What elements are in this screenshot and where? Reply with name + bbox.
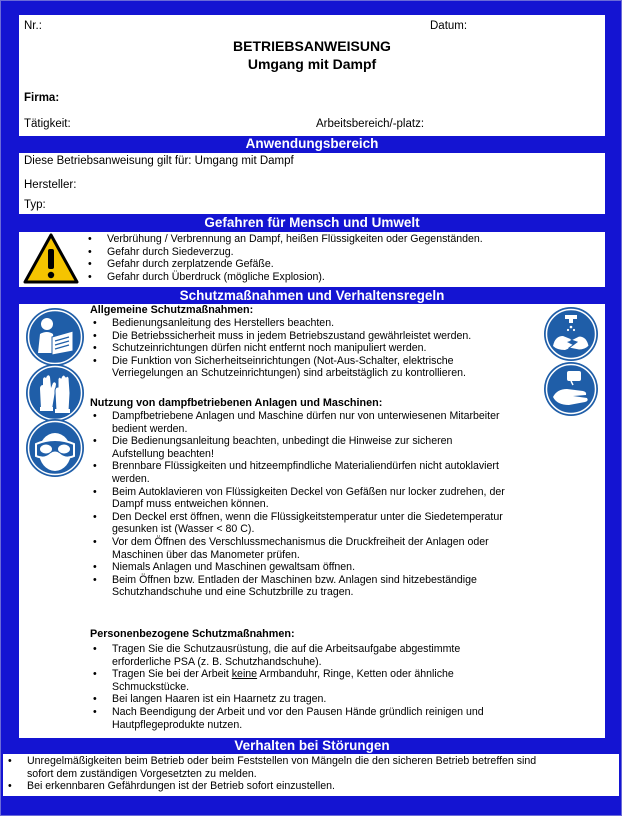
list-item: • Dampfbetriebene Anlagen und Maschine dürfen nur von unterwiesenen Mitarbeiter bedient werden.: [90, 410, 505, 435]
arbeitsbereich-label: Arbeitsbereich/-platz:: [316, 118, 425, 130]
hersteller-label: Hersteller:: [24, 179, 77, 191]
list-item: • Unregelmäßigkeiten beim Betrieb oder beim Feststellen von Mängeln die den sicheren Betrieb betreffen sind sofort dem zuständigen Vorgesetzten zu melden.: [5, 755, 536, 780]
gefahren-list: [85, 233, 483, 283]
list-item: • Tragen Sie die Schutzausrüstung, die auf die Arbeitsaufgabe abgestimmte erforderliche PSA (z. B. Schutzhandschuhe).: [90, 643, 484, 668]
allgemein-list: [90, 317, 471, 380]
warning-triangle-icon: [23, 233, 79, 284]
firma-label: Firma:: [24, 92, 60, 104]
manual-reading-icon: [25, 307, 85, 367]
list-item: • Gefahr durch zerplatzende Gefäße.: [85, 258, 483, 271]
datum-label: Datum:: [430, 20, 468, 32]
allgemein-heading: Allgemeine Schutzmaßnahmen:: [90, 304, 254, 316]
protective-gloves-icon: [25, 363, 85, 423]
nr-label: Nr.:: [24, 20, 42, 32]
list-item: • Bedienungsanleitung des Herstellers beachten.: [90, 317, 471, 330]
gilt-fuer-text: Diese Betriebsanweisung gilt für: Umgang mit Dampf: [24, 155, 294, 167]
list-item: • Tragen Sie bei der Arbeit keine Armbanduhr, Ringe, Ketten oder ähnliche Schmuckstücke.: [90, 668, 484, 693]
anwendungsbereich-heading: Anwendungsbereich: [245, 136, 379, 151]
list-item: • Die Betriebssicherheit muss in jedem Betriebszustand gewährleistet werden.: [90, 330, 471, 343]
list-item: • Bei langen Haaren ist ein Haarnetz zu tragen.: [90, 693, 484, 706]
list-item: • Die Funktion von Sicherheitseinrichtungen (Not-Aus-Schalter, elektrische Verriegelungen an Schutzeinrichtungen) sind arbeitstäglich zu kontrollieren.: [90, 355, 471, 380]
list-item: • Schutzeinrichtungen dürfen nicht entfernt noch manipuliert werden.: [90, 342, 471, 355]
page-subtitle: Umgang mit Dampf: [247, 56, 377, 72]
anwendungsbereich-panel: [19, 153, 605, 214]
personen-heading: Personenbezogene Schutzmaßnahmen:: [90, 628, 295, 640]
list-item: • Die Bedienungsanleitung beachten, unbedingt die Hinweise zur sicheren Aufstellung beachten!: [90, 435, 505, 460]
list-item: • Niemals Anlagen und Maschinen gewaltsam öffnen.: [90, 561, 505, 574]
page-title: BETRIEBSANWEISUNG: [233, 38, 391, 54]
list-item: • Vor dem Öffnen des Verschlussmechanismus die Druckfreiheit der Anlagen oder Maschinen über das Manometer prüfen.: [90, 536, 505, 561]
list-item: • Brennbare Flüssigkeiten und hitzeempfindliche Materialiendürfen nicht autoklaviert werden.: [90, 460, 505, 485]
schutz-panel: [19, 304, 605, 738]
gefahren-heading: Gefahren für Mensch und Umwelt: [204, 215, 420, 230]
schutz-heading: Schutzmaßnahmen und Verhaltensregeln: [179, 288, 445, 303]
taetigkeit-label: Tätigkeit:: [24, 118, 71, 130]
stoerungen-panel: [3, 754, 619, 796]
nutzung-list: [90, 410, 505, 599]
list-item: • Verbrühung / Verbrennung an Dampf, heißen Flüssigkeiten oder Gegenständen.: [85, 233, 483, 246]
list-item: • Gefahr durch Überdruck (mögliche Explosion).: [85, 271, 483, 284]
hand-washing-icon: [543, 306, 599, 362]
safety-goggles-icon: [25, 418, 85, 478]
list-item: • Nach Beendigung der Arbeit und vor den Pausen Hände gründlich reinigen und Hautpflegeprodukte nutzen.: [90, 706, 484, 731]
stoerungen-list: [5, 755, 536, 793]
list-item: • Bei erkennbaren Gefährdungen ist der Betrieb sofort einzustellen.: [5, 780, 536, 793]
hand-care-icon: [543, 361, 599, 417]
header-panel: [19, 15, 605, 136]
nutzung-heading: Nutzung von dampfbetriebenen Anlagen und Maschinen:: [90, 397, 383, 409]
stoerungen-heading: Verhalten bei Störungen: [234, 738, 390, 753]
gefahren-panel: [19, 232, 605, 287]
personen-list: [90, 643, 484, 731]
typ-label: Typ:: [24, 199, 46, 211]
list-item: • Beim Autoklavieren von Flüssigkeiten Deckel von Gefäßen nur locker zudrehen, der Dampf muss entweichen können.: [90, 486, 505, 511]
list-item: • Gefahr durch Siedeverzug.: [85, 246, 483, 259]
list-item: • Den Deckel erst öffnen, wenn die Flüssigkeitstemperatur unter die Siedetemperatur gesunken ist (Wasser < 80 C).: [90, 511, 505, 536]
list-item: • Beim Öffnen bzw. Entladen der Maschinen bzw. Anlagen sind hitzebeständige Schutzhandschuhe und eine Schutzbrille zu tragen.: [90, 574, 505, 599]
